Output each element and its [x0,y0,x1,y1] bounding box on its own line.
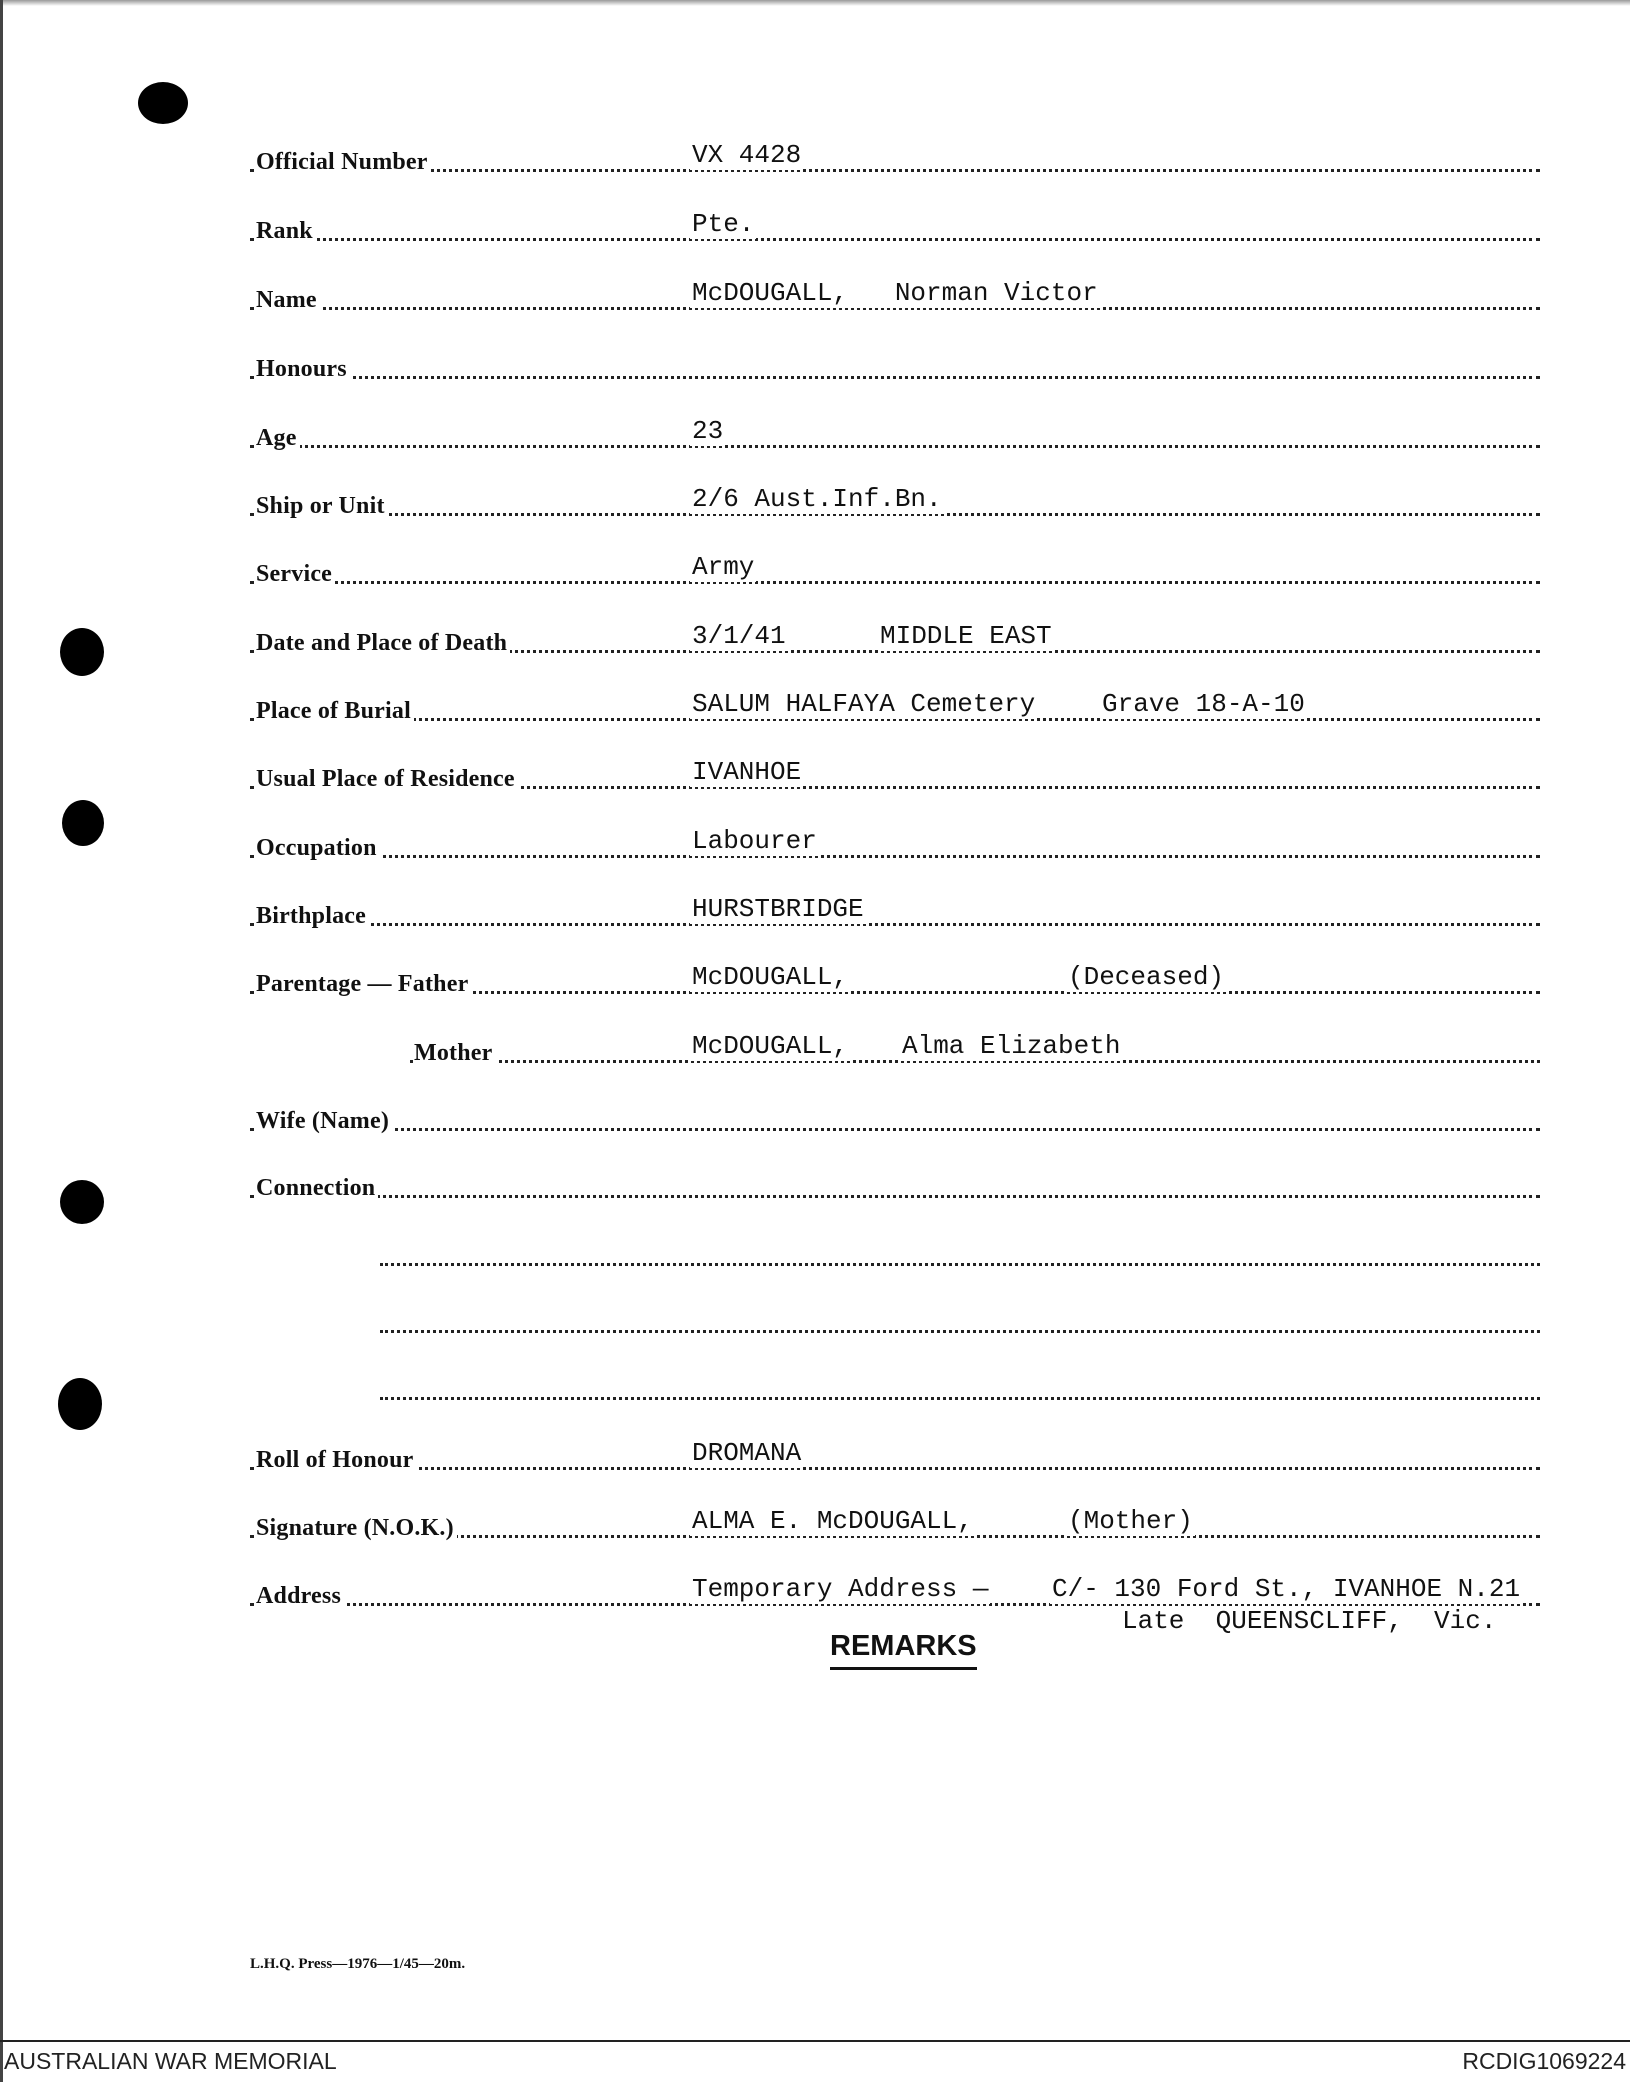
label-service: Service [256,561,335,588]
value-residence: IVANHOE [692,757,802,787]
row-name [0,274,1630,314]
label-age: Age [256,425,300,452]
row-honours [0,343,1630,383]
row-signature [0,1502,1630,1542]
value-occupation: Labourer [692,826,817,856]
row-rank [0,205,1630,245]
dotted-line [250,923,1540,926]
archive-footer [0,2040,1630,2084]
label-occupation: Occupation [256,835,380,862]
row-address [0,1570,1630,1610]
label-unit: Ship or Unit [256,493,388,520]
value-signature: ALMA E. McDOUGALL, [692,1506,973,1536]
value-address-line1: C/- 130 Ford St., IVANHOE N.21 [1052,1574,1521,1604]
value-service: Army [692,552,755,582]
value-father-note: (Deceased) [1068,962,1225,992]
value-roll-of-honour: DROMANA [692,1438,802,1468]
dotted-line [250,169,1540,172]
value-rank: Pte. [692,209,755,239]
label-father: Parentage — Father [256,971,471,998]
label-name: Name [256,287,320,314]
label-signature: Signature (N.O.K.) [256,1515,457,1542]
value-burial: SALUM HALFAYA Cemetery [692,689,1036,719]
label-death: Date and Place of Death [256,630,510,657]
dotted-line [250,855,1540,858]
row-blank [0,1230,1630,1270]
label-birthplace: Birthplace [256,903,369,930]
value-name: McDOUGALL, Norman Victor [692,278,1098,308]
row-occupation [0,822,1630,862]
row-unit [0,480,1630,520]
label-honours: Honours [256,356,350,383]
label-connection: Connection [256,1175,378,1202]
row-official-number [0,136,1630,176]
dotted-line [250,581,1540,584]
dotted-line [380,1330,1540,1333]
value-grave: Grave 18-A-10 [1102,689,1305,719]
value-mother-given: Alma Elizabeth [902,1031,1121,1061]
value-death-date: 3/1/41 [692,621,786,651]
row-connection [0,1162,1630,1202]
label-wife: Wife (Name) [256,1108,392,1135]
row-service [0,548,1630,588]
value-address: Temporary Address — [692,1574,989,1604]
value-father: McDOUGALL, [692,962,849,992]
value-address-line2: Late QUEENSCLIFF, Vic. [1122,1606,1497,1636]
value-birthplace: HURSTBRIDGE [692,894,864,924]
value-signature-note: (Mother) [1068,1506,1193,1536]
dotted-line [250,1467,1540,1470]
row-father [0,958,1630,998]
row-blank [0,1364,1630,1404]
punch-hole [138,82,188,124]
row-burial [0,685,1630,725]
dotted-line [380,1263,1540,1266]
row-residence [0,753,1630,793]
label-address: Address [256,1583,344,1610]
dotted-line [250,1128,1540,1131]
row-blank [0,1297,1630,1337]
dotted-line [250,445,1540,448]
row-birthplace [0,890,1630,930]
top-edge-shadow [0,0,1630,6]
value-death-place: MIDDLE EAST [880,621,1052,651]
row-roll-of-honour [0,1434,1630,1474]
value-official-number: VX 4428 [692,140,802,170]
dotted-line [250,376,1540,379]
row-death [0,617,1630,657]
label-burial: Place of Burial [256,698,414,725]
label-official-number: Official Number [256,149,431,176]
dotted-line [250,1195,1540,1198]
footer-institution: AUSTRALIAN WAR MEMORIAL [4,2048,337,2074]
footer-record-id: RCDIG1069224 [1462,2048,1626,2074]
print-code: L.H.Q. Press—1976—1/45—20m. [250,1956,466,1972]
dotted-line [380,1397,1540,1400]
value-age: 23 [692,416,724,446]
value-mother: McDOUGALL, [692,1031,849,1061]
label-rank: Rank [256,218,316,245]
dotted-line [250,238,1540,241]
remarks-heading: REMARKS [830,1630,977,1670]
label-residence: Usual Place of Residence [256,766,518,793]
row-mother [0,1027,1630,1067]
row-wife [0,1095,1630,1135]
value-unit: 2/6 Aust.Inf.Bn. [692,484,942,514]
row-age [0,412,1630,452]
label-roll-of-honour: Roll of Honour [256,1447,416,1474]
label-mother: Mother [414,1040,496,1067]
